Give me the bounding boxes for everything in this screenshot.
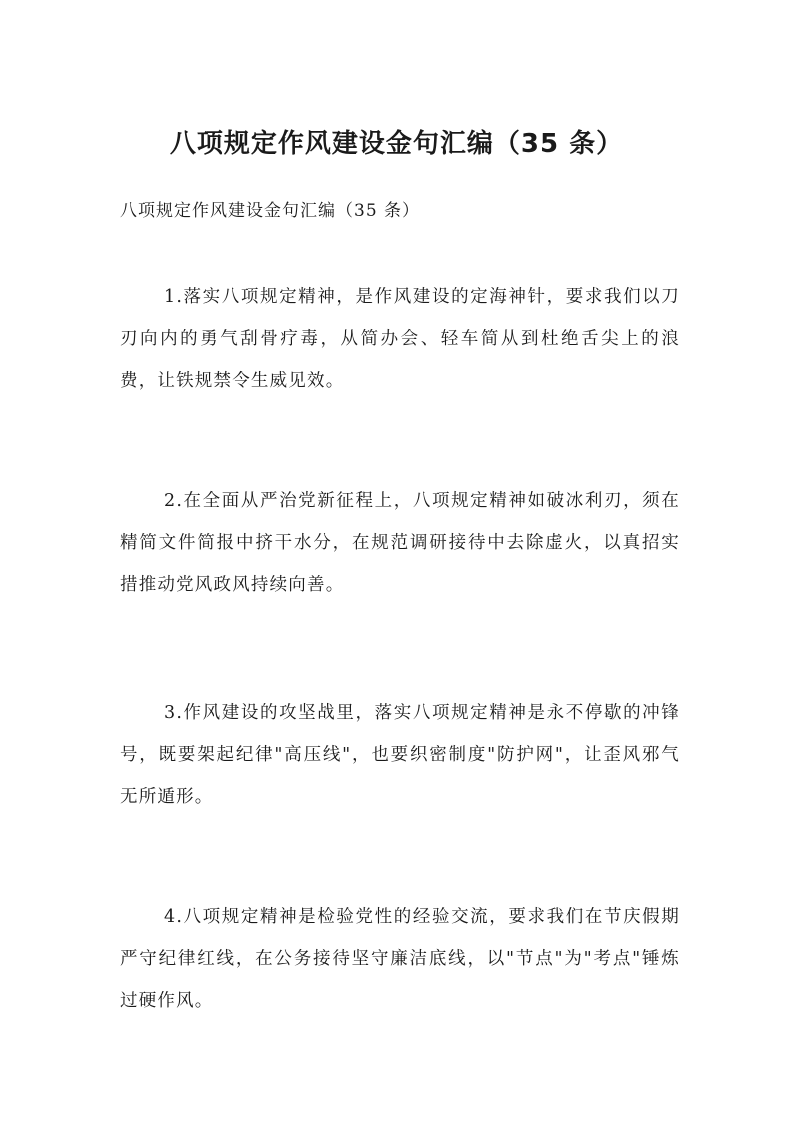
paragraph-1: 1.落实八项规定精神，是作风建设的定海神针，要求我们以刀刃向内的勇气刮骨疗毒，从简办会、轻车简从到杜绝舌尖上的浪费，让铁规禁令生威见效。 <box>120 287 680 391</box>
paragraph-3: 3.作风建设的攻坚战里，落实八项规定精神是永不停歇的冲锋号，既要架起纪律"高压线"，也要织密制度"防护网"，让歪风邪气无所遁形。 <box>120 703 680 807</box>
paragraph-4: 4.八项规定精神是检验党性的经验交流，要求我们在节庆假期严守纪律红线，在公务接待坚守廉洁底线，以"节点"为"考点"锤炼过硬作风。 <box>120 907 680 1011</box>
document-subtitle: 八项规定作风建设金句汇编（35 条） <box>120 201 421 221</box>
paragraph-2: 2.在全面从严治党新征程上，八项规定精神如破冰利刃，须在精简文件简报中挤干水分，在规范调研接待中去除虚火，以真招实措推动党风政风持续向善。 <box>120 491 680 595</box>
document-title: 八项规定作风建设金句汇编（35 条） <box>169 129 624 159</box>
